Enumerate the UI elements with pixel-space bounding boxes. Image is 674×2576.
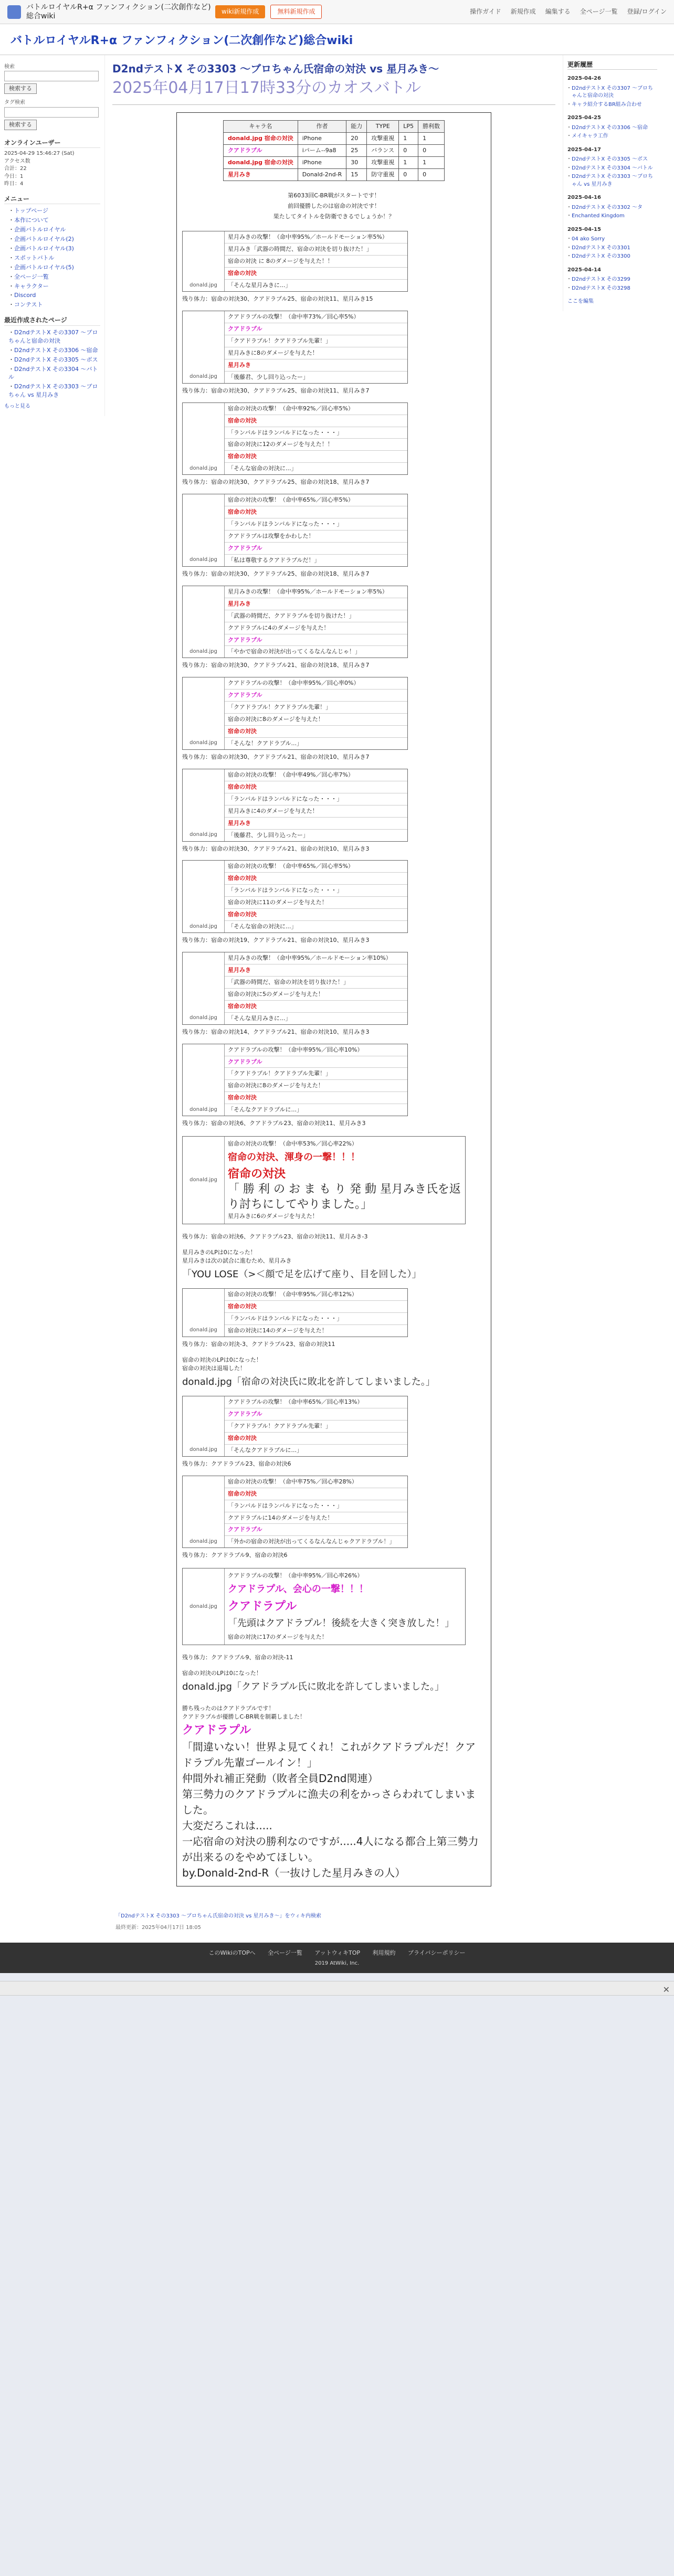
turn-block bbox=[182, 1396, 408, 1457]
turn-line: 星月みきの攻撃！（命中率95%／ホールドモーション率10%） bbox=[225, 952, 407, 964]
finisher-line1: クアドラプル、会心の一撃！！！ bbox=[228, 1584, 368, 1595]
menu-item[interactable]: ・ スポットバトル bbox=[8, 253, 100, 263]
avatar-image-icon: donald.jpg bbox=[183, 1289, 225, 1337]
turn-group bbox=[182, 769, 486, 853]
ending-para: 一応宿命の対決の勝利なのですが.....4人になる都合上第三勢力が出来るのをやめてほしい。 bbox=[182, 1835, 479, 1863]
cell: バランス bbox=[367, 145, 399, 157]
turn-line: クアドラプルの攻撃！（命中率95%／回心率0%） bbox=[225, 677, 407, 690]
menu-item[interactable]: ・ 企画バトルロイヤル bbox=[8, 225, 100, 235]
cell: 星月みき bbox=[223, 169, 298, 181]
hp-line: 残り体力：宿命の対決30、クアドラプル25、宿命の対決11、星月みき15 bbox=[182, 295, 373, 303]
turn-line: クアドラプル bbox=[225, 1524, 407, 1536]
search-label: 検索 bbox=[4, 63, 15, 70]
turn-block bbox=[182, 311, 408, 384]
turn-line: 宿命の対決 bbox=[225, 506, 407, 518]
menu-item[interactable]: ・ 企画バトルロイヤル(3) bbox=[8, 244, 100, 253]
avatar-image-icon: donald.jpg bbox=[183, 1396, 225, 1456]
nav-all-pages[interactable]: 全ページ一覧 bbox=[580, 7, 618, 15]
hp-line: 残り体力：宿命の対決30、クアドラプル25、宿命の対決18、星月みき7 bbox=[182, 479, 370, 486]
turn-line: 星月みき bbox=[225, 818, 407, 830]
turn-line: 「クアドラプル！クアドラプル先輩！」 bbox=[225, 335, 407, 347]
turn-line: クアドラプルの攻撃！（命中率73%／回心率5%） bbox=[225, 311, 407, 323]
turn-line: 宿命の対決の攻撃！（命中率95%／回心率12%） bbox=[225, 1289, 407, 1301]
ending-para: 大変だろこれは..... bbox=[182, 1819, 272, 1832]
avatar-image-icon: donald.jpg bbox=[183, 403, 225, 475]
history-date: 2025-04-14 bbox=[567, 267, 601, 273]
avatar-image-icon: donald.jpg bbox=[183, 311, 225, 383]
winner-name: クアドラプル bbox=[182, 1723, 251, 1737]
turn-block bbox=[182, 402, 408, 475]
recent-title: 最近作成されたページ bbox=[4, 316, 100, 325]
finisher-name: クアドラプル bbox=[228, 1599, 297, 1613]
top-nav bbox=[470, 7, 667, 16]
nav-login[interactable]: 登録/ログイン bbox=[627, 7, 667, 15]
turn-line: クアドラプルの攻撃！（命中率65%／回心率13%） bbox=[225, 1396, 407, 1408]
right-sidebar bbox=[563, 55, 661, 311]
turn-line: 「そんな星月みきに...」 bbox=[228, 282, 291, 289]
cell: iPhone bbox=[298, 157, 346, 169]
wiki-title-band bbox=[0, 24, 674, 55]
turn-group bbox=[182, 311, 486, 395]
recent-item[interactable]: ・ D2ndテストX その3306 〜宿命 bbox=[8, 346, 100, 355]
turns-container bbox=[182, 231, 486, 1128]
footer-link[interactable]: 全ページ一覧 bbox=[268, 1949, 302, 1956]
turn-line: 宿命の対決 bbox=[225, 1092, 407, 1104]
search-input[interactable] bbox=[4, 71, 99, 81]
avatar-image-icon: donald.jpg bbox=[183, 231, 225, 291]
recent-item[interactable]: ・ D2ndテストX その3303 〜ブロちゃん vs 星月みき bbox=[8, 382, 100, 400]
floating-ad-bar bbox=[0, 1981, 674, 1996]
table-row bbox=[223, 157, 444, 169]
turn-line: 宿命の対決に8のダメージを与えた！ bbox=[225, 1080, 407, 1092]
intro-line: 果たしてタイトルを防衛できるでしょうか！？ bbox=[273, 213, 395, 220]
turn-line: 「クアドラプル！クアドラプル先輩！」 bbox=[225, 1420, 407, 1433]
turn-line: 星月みき bbox=[225, 964, 407, 977]
ko-line: 宿命の対決は退場した！ bbox=[182, 1364, 246, 1372]
turn-group bbox=[182, 860, 486, 945]
turn-block bbox=[182, 231, 408, 292]
ko-block-3 bbox=[182, 1669, 486, 1693]
history-list bbox=[567, 84, 657, 110]
turn-line: 宿命の対決の攻撃！（命中率65%／回心率5%） bbox=[225, 494, 407, 506]
hp-line: 残り体力：宿命の対決30、クアドラプル25、宿命の対決18、星月みき7 bbox=[182, 570, 370, 577]
history-date: 2025-04-25 bbox=[567, 115, 601, 121]
ko-block-2 bbox=[182, 1356, 486, 1388]
turn-line: クアドラプルに14のダメージを与えた！ bbox=[225, 1512, 407, 1524]
intro-line: 前回優勝したのは宿命の対決です！ bbox=[288, 202, 380, 209]
ko-line: 宿命の対決のLPは0になった！ bbox=[182, 1356, 262, 1363]
menu-item[interactable]: ・ Discord bbox=[8, 291, 100, 300]
turn-block bbox=[182, 952, 408, 1025]
cell: iパーム--9a8 bbox=[298, 145, 346, 157]
footer-link[interactable]: このWikiのTOPへ bbox=[208, 1949, 256, 1956]
history-item[interactable]: ・ D2ndテストX その3305 〜ボス bbox=[567, 155, 657, 164]
cell: 25 bbox=[346, 145, 367, 157]
avatar-image-icon: donald.jpg bbox=[183, 952, 225, 1024]
turn-line: 宿命の対決の攻撃！（命中率49%／回心率7%） bbox=[225, 769, 407, 781]
menu-item[interactable]: ・ 本作について bbox=[8, 216, 100, 225]
history-item[interactable]: ・ メイキャラ工作 bbox=[567, 132, 657, 141]
cell: 1 bbox=[418, 157, 445, 169]
turn-line: 「クアドラプル！クアドラプル先輩！」 bbox=[225, 1068, 407, 1080]
ending-block bbox=[182, 1704, 486, 1881]
cell: 15 bbox=[346, 169, 367, 181]
turn-line: 星月みき bbox=[225, 359, 407, 372]
turn-group bbox=[182, 231, 486, 303]
finisher-block-2 bbox=[182, 1568, 466, 1645]
turn-line: 「そんな宿命の対決に...」 bbox=[228, 465, 297, 472]
cell: 1 bbox=[399, 157, 418, 169]
winner-quote: 「間違いない！世界よ見てくれ！これがクアドラプルだ！クアドラプル先輩ゴールイン！」 bbox=[182, 1740, 476, 1769]
th-name: キャラ名 bbox=[223, 121, 298, 133]
history-item[interactable]: ・ D2ndテストX その3302 〜タ bbox=[567, 204, 657, 213]
turn-line: 宿命の対決の攻撃！（命中率65%／回心率5%） bbox=[225, 861, 407, 873]
menu-item[interactable]: ・ 企画バトルロイヤル(5) bbox=[8, 263, 100, 272]
turn-line: クアドラプル bbox=[225, 543, 407, 555]
turn-line: 「後藤君、少し回り込ったー」 bbox=[228, 373, 309, 380]
turn-line: 「そんなクアドラプルに...」 bbox=[228, 1106, 303, 1114]
turn-line: 「やかで宿命の対決が出ってくるなんなんじゃ！」 bbox=[228, 648, 361, 655]
counter-0: アクセス数 bbox=[4, 158, 30, 164]
history-item[interactable]: ・ D2ndテストX その3306 〜宿命 bbox=[567, 124, 657, 133]
ending-line: クアドラプルが優勝しC-BR戦を制覇しました！ bbox=[182, 1713, 306, 1720]
cell: 0 bbox=[399, 145, 418, 157]
table-row bbox=[223, 133, 444, 145]
cell: 20 bbox=[346, 133, 367, 145]
avatar-image-icon: donald.jpg bbox=[183, 769, 225, 841]
turn-line: 宿命の対決 bbox=[225, 1001, 407, 1013]
turn-line: 宿命の対決 bbox=[225, 415, 407, 427]
intro-message bbox=[182, 190, 486, 221]
tag-search-label: タグ検索 bbox=[4, 100, 25, 106]
site-name[interactable]: バトルロイヤルR+α ファンフィクション(二次創作など)総合wiki bbox=[26, 3, 211, 20]
turn-group bbox=[182, 402, 486, 487]
turn-line: 「ランバルドはランバルドになった・・・」 bbox=[225, 518, 407, 531]
tag-search-button[interactable]: 検索する bbox=[4, 120, 37, 130]
turn-line: 「ランバルドはランバルドになった・・・」 bbox=[225, 1500, 407, 1512]
turn-line: 宿命の対決に5のダメージを与えた！ bbox=[225, 989, 407, 1001]
finisher-quote: 「先頭はクアドラプル！後続を大きく突き放した！」 bbox=[228, 1618, 455, 1629]
turn-line: 宿命の対決に14のダメージを与えた！ bbox=[228, 1327, 328, 1334]
hp-line: 残り体力：宿命の対決-3、クアドラプル23、宿命の対決11 bbox=[182, 1340, 335, 1348]
hp-line: 残り体力：宿命の対決6、クアドラプル23、宿命の対決11、星月みき3 bbox=[182, 1120, 366, 1127]
history-item[interactable]: ・ Enchanted Kingdom bbox=[567, 212, 657, 221]
finisher-head: 宿命の対決の攻撃！（命中率53%／回心率22%） bbox=[228, 1140, 357, 1148]
finisher-dmg: 星月みきに6のダメージを与えた！ bbox=[228, 1213, 318, 1220]
cell: iPhone bbox=[298, 133, 346, 145]
ending-para: 仲間外れ補正発動（敗者全員D2nd関連） bbox=[182, 1772, 378, 1785]
history-date: 2025-04-17 bbox=[567, 146, 601, 153]
hp-line: 残り体力：宿命の対決14、クアドラプル21、宿命の対決10、星月みき3 bbox=[182, 1028, 370, 1035]
recent-list bbox=[4, 328, 100, 400]
turn-block bbox=[182, 1044, 408, 1117]
battle-log-box bbox=[176, 112, 491, 1886]
turn-line: 宿命の対決 bbox=[225, 1301, 407, 1313]
th-wins: 勝利数 bbox=[418, 121, 445, 133]
cell: Donald-2nd-R bbox=[298, 169, 346, 181]
counter-1: 合計：22 bbox=[4, 166, 27, 172]
wiki-create-button[interactable]: wiki新規作成 bbox=[215, 5, 265, 18]
nav-guide[interactable]: 操作ガイド bbox=[470, 7, 501, 15]
turn-group bbox=[182, 952, 486, 1036]
history-list bbox=[567, 275, 657, 293]
finisher-block bbox=[182, 1136, 466, 1224]
hp-line: 残り体力：宿命の対決6、クアドラプル23、宿命の対決11、星月みき-3 bbox=[182, 1233, 368, 1241]
ko-quote: donald.jpg「宿命の対決氏に敗北を許してしまいました。」 bbox=[182, 1376, 435, 1387]
page-footer bbox=[0, 1902, 674, 1943]
turn-line: クアドラプルの攻撃！（命中率95%／回心率10%） bbox=[225, 1044, 407, 1056]
turn-line: 宿命の対決 に 8のダメージを与えた！！ bbox=[225, 256, 407, 268]
cell: donald.jpg 宿命の対決 bbox=[223, 133, 298, 145]
turn-line: 「ランバルドはランバルドになった・・・」 bbox=[225, 427, 407, 439]
turn-line: 星月みきの攻撃！（命中率95%／ホールドモーション率5%） bbox=[225, 586, 407, 598]
menu-list bbox=[4, 206, 100, 310]
recent-item[interactable]: ・ D2ndテストX その3304 〜バトル bbox=[8, 365, 100, 383]
turn-line: 星月みき bbox=[225, 598, 407, 610]
table-row bbox=[223, 145, 444, 157]
turn-line: 「そんなクアドラプルに...」 bbox=[228, 1446, 303, 1454]
turn-line: 「外かの宿命の対決が出ってくるなんなんじゃクアドラプル！」 bbox=[228, 1538, 395, 1545]
turn-line: 「そんな星月みきに...」 bbox=[228, 1014, 291, 1022]
ko-line: 星月みきは次の試合に進むため、星月みき bbox=[182, 1257, 292, 1264]
wiki-title[interactable]: バトルロイヤルR+α ファンフィクション(二次創作など)総合wiki bbox=[10, 34, 353, 47]
history-list bbox=[567, 204, 657, 221]
recent-item[interactable]: ・ D2ndテストX その3305 〜ボス bbox=[8, 355, 100, 365]
turn-block bbox=[182, 860, 408, 933]
menu-item[interactable]: ・ 企画バトルロイヤル(2) bbox=[8, 235, 100, 244]
site-logo-icon[interactable] bbox=[7, 5, 21, 19]
finisher-line1: 宿命の対決、渾身の一撃！！！ bbox=[228, 1152, 360, 1163]
turn-group bbox=[182, 1044, 486, 1128]
turn-group bbox=[182, 677, 486, 761]
turn-line: クアドラプル bbox=[225, 634, 407, 646]
turn-line: 宿命の対決の攻撃！（命中率75%／回心率28%） bbox=[225, 1476, 407, 1488]
cell: 1 bbox=[418, 133, 445, 145]
copyright: 2019 AtWiki, Inc. bbox=[314, 1960, 360, 1967]
cell: donald.jpg 宿命の対決 bbox=[223, 157, 298, 169]
turn-group bbox=[182, 494, 486, 578]
cell: 0 bbox=[399, 169, 418, 181]
cell: 攻撃重視 bbox=[367, 133, 399, 145]
history-item[interactable]: ・ D2ndテストX その3300 bbox=[567, 252, 657, 261]
turn-line: クアドラプル bbox=[225, 1408, 407, 1420]
history-item[interactable]: ・ D2ndテストX その3301 bbox=[567, 244, 657, 253]
online-title: オンラインユーザー bbox=[4, 139, 100, 148]
turn-line: 宿命の対決に12のダメージを与えた！！ bbox=[225, 439, 407, 451]
turn-line: クアドラプル bbox=[225, 690, 407, 702]
turn-line: 宿命の対決の攻撃！（命中率92%／回心率5%） bbox=[225, 403, 407, 415]
history-list bbox=[567, 124, 657, 141]
turn-line: 「クアドラプル！クアドラプル先輩！」 bbox=[225, 702, 407, 714]
top-toolbar bbox=[0, 0, 674, 24]
footer-link[interactable]: アットウィキTOP bbox=[314, 1949, 361, 1956]
ko-block-1 bbox=[182, 1248, 486, 1281]
menu-item[interactable]: ・ キャラクター bbox=[8, 282, 100, 291]
turn-line: 宿命の対決 bbox=[225, 1488, 407, 1500]
ending-para: 第三勢力のクアドラプルに漁夫の利をかっさらわれてしまいました。 bbox=[182, 1787, 476, 1816]
history-item[interactable]: ・ D2ndテストX その3304 〜バトル bbox=[567, 164, 657, 173]
hp-line: 残り体力：宿命の対決19、クアドラプル21、宿命の対決10、星月みき3 bbox=[182, 937, 370, 944]
ko-line: 星月みきのLPは0になった！ bbox=[182, 1249, 256, 1256]
turn-block bbox=[182, 586, 408, 659]
left-sidebar bbox=[0, 55, 105, 416]
avatar-image-icon: donald.jpg bbox=[183, 1044, 225, 1116]
ko-quote: donald.jpg「クアドラプル氏に敗北を許してしまいました。」 bbox=[182, 1681, 445, 1693]
turn-block bbox=[182, 1288, 408, 1337]
turn-line: 宿命の対決 bbox=[225, 1433, 407, 1445]
hp-line: 残り体力：宿命の対決30、クアドラプル21、宿命の対決10、星月みき3 bbox=[182, 845, 370, 852]
turn-line: 「ランバルドはランバルドになった・・・」 bbox=[225, 885, 407, 897]
turn-line: クアドラプル bbox=[225, 1056, 407, 1068]
turn-block bbox=[182, 494, 408, 567]
intro-line: 第6033回C-BR戦がスタートです！ bbox=[288, 192, 380, 199]
turn-line: 「ランバルドはランバルドになった・・・」 bbox=[225, 793, 407, 805]
turn-line: 星月みきに8のダメージを与えた！ bbox=[225, 347, 407, 359]
turn-line: 星月みきの攻撃！（命中率95%／ホールドモーション率5%） bbox=[225, 231, 407, 243]
history-list bbox=[567, 155, 657, 189]
hp-line: 残り体力：宿命の対決30、クアドラプル21、宿命の対決18、星月みき7 bbox=[182, 662, 370, 669]
hp-line: 残り体力：宿命の対決30、クアドラプル21、宿命の対決10、星月みき7 bbox=[182, 753, 370, 760]
hp-line: 残り体力：クアドラプル9、宿命の対決6 bbox=[182, 1552, 288, 1559]
turn-line: 「後藤君、少し回り込ったー」 bbox=[228, 831, 309, 839]
history-groups bbox=[567, 75, 657, 293]
recent-item[interactable]: ・ D2ndテストX その3307 〜ブロちゃんと宿命の対決 bbox=[8, 328, 100, 346]
ko-line: 宿命の対決のLPは0になった！ bbox=[182, 1670, 262, 1677]
turn-line: 「そんな！クアドラプル...」 bbox=[228, 740, 303, 747]
character-table bbox=[223, 120, 445, 181]
turn-line: 星月みきに4のダメージを与えた！ bbox=[225, 805, 407, 818]
cell: 1 bbox=[399, 133, 418, 145]
avatar-image-icon: donald.jpg bbox=[183, 861, 225, 932]
search-button[interactable]: 検索する bbox=[4, 83, 37, 94]
last-updated: 最終更新：2025年04月17日 18:05 bbox=[115, 1925, 201, 1931]
finisher-dmg: 宿命の対決に17のダメージを与えた！ bbox=[228, 1634, 328, 1641]
nav-edit[interactable]: 編集する bbox=[545, 7, 571, 15]
title-divider bbox=[112, 104, 555, 105]
avatar-image-icon: donald.jpg bbox=[183, 677, 225, 749]
footer-link[interactable]: 利用規約 bbox=[372, 1949, 396, 1956]
finisher-name: 宿命の対決 bbox=[228, 1168, 286, 1181]
more-link[interactable]: もっと見る bbox=[4, 404, 30, 410]
ending-line: 勝ち残ったのはクアドラプルです！ bbox=[182, 1704, 275, 1712]
footer-link[interactable]: プライバシーポリシー bbox=[408, 1949, 466, 1956]
turn-block bbox=[182, 1476, 408, 1549]
turn-line: 宿命の対決 bbox=[225, 268, 407, 280]
turn-line: 宿命の対決 bbox=[225, 451, 407, 463]
close-icon[interactable]: ✕ bbox=[662, 1985, 670, 1995]
counter-2: 今日：1 bbox=[4, 173, 24, 179]
finisher-quote: 「 勝 利 の お ま も り 発 動 星月みき氏を返り討ちにしてやりました。」 bbox=[228, 1182, 461, 1211]
counter-3: 昨日：4 bbox=[4, 181, 24, 187]
history-title: 更新履歴 bbox=[567, 60, 657, 70]
th-author: 作者 bbox=[298, 121, 346, 133]
history-item[interactable]: ・ D2ndテストX その3307 〜ブロちゃんと宿命の対決 bbox=[567, 84, 657, 101]
turn-line: 宿命の対決 bbox=[225, 726, 407, 738]
turn-line: 宿命の対決に11のダメージを与えた！ bbox=[225, 897, 407, 909]
cell: 30 bbox=[346, 157, 367, 169]
history-date: 2025-04-26 bbox=[567, 76, 601, 82]
cell: 0 bbox=[418, 169, 445, 181]
menu-item[interactable]: ・ コンテスト bbox=[8, 300, 100, 310]
cell: 防守重視 bbox=[367, 169, 399, 181]
cell: クアドラプル bbox=[223, 145, 298, 157]
free-create-button[interactable]: 無料新規作成 bbox=[270, 5, 322, 19]
turn-line: クアドラプル bbox=[225, 323, 407, 335]
footer-bar bbox=[0, 1943, 674, 1973]
hp-line: 残り体力：クアドラプル9、宿命の対決-11 bbox=[182, 1654, 293, 1661]
tag-search-input[interactable] bbox=[4, 107, 99, 118]
th-type: TYPE bbox=[367, 121, 399, 133]
turn-line: 「武器の時間だ、クアドラプルを切り抜けた！」 bbox=[225, 610, 407, 622]
turn-line: 宿命の対決 bbox=[225, 909, 407, 921]
page-body bbox=[0, 55, 674, 1902]
history-item[interactable]: ・ D2ndテストX その3299 bbox=[567, 275, 657, 284]
history-item[interactable]: ・ D2ndテストX その3298 bbox=[567, 284, 657, 293]
history-list bbox=[567, 235, 657, 261]
search-in-wiki-link[interactable]: 「D2ndテストX その3303 〜ブロちゃん氏宿命の対決 vs 星月みき〜」をウィキ内検索 bbox=[115, 1913, 321, 1919]
th-power: 能力 bbox=[346, 121, 367, 133]
cell: 攻撃重視 bbox=[367, 157, 399, 169]
hp-line: 残り体力：宿命の対決30、クアドラプル25、宿命の対決11、星月みき7 bbox=[182, 387, 370, 394]
menu-title: メニュー bbox=[4, 195, 100, 204]
turn-line: 宿命の対決に8のダメージを与えた！ bbox=[225, 714, 407, 726]
turn-block bbox=[182, 677, 408, 750]
turn-group bbox=[182, 586, 486, 670]
history-date: 2025-04-15 bbox=[567, 226, 601, 232]
ending-para: by.Donald-2nd-R（一抜けした星月みきの人） bbox=[182, 1866, 406, 1879]
hp-line: 残り体力：クアドラプル23、宿命の対決6 bbox=[182, 1460, 291, 1467]
turn-block bbox=[182, 769, 408, 842]
nav-new[interactable]: 新規作成 bbox=[510, 7, 536, 15]
menu-item[interactable]: ・ トップページ bbox=[8, 206, 100, 216]
ko-quote: 「YOU LOSE（>＜顔で足を広げて座り、目を回した）」 bbox=[182, 1268, 422, 1280]
cell: 0 bbox=[418, 145, 445, 157]
th-lp: LP5 bbox=[399, 121, 418, 133]
turn-line: 「武器の時間だ、宿命の対決を切り抜けた！」 bbox=[225, 977, 407, 989]
avatar-image-icon: donald.jpg bbox=[183, 494, 225, 566]
page-title: D2ndテストX その3303 〜ブロちゃん氏宿命の対決 vs 星月みき〜 bbox=[112, 62, 439, 75]
avatar-image-icon: donald.jpg bbox=[183, 1568, 225, 1645]
edit-link[interactable]: ここを編集 bbox=[567, 299, 594, 305]
turn-line: 「私は尊敬するクアドラプルだ！」 bbox=[228, 556, 320, 564]
online-date: 2025-04-29 15:46:27 (Sat) bbox=[4, 151, 75, 157]
turn-line: 星月みき「武器の時間だ、宿命の対決を切り抜けた！」 bbox=[225, 243, 407, 256]
turn-line: 「ランバルドはランバルドになった・・・」 bbox=[225, 1313, 407, 1325]
finisher-head: クアドラプルの攻撃！（命中率95%／回心率26%） bbox=[228, 1572, 363, 1579]
history-date: 2025-04-16 bbox=[567, 195, 601, 201]
avatar-image-icon: donald.jpg bbox=[183, 586, 225, 658]
turn-line: 「そんな宿命の対決に...」 bbox=[228, 923, 297, 930]
avatar-image-icon: donald.jpg bbox=[183, 1476, 225, 1548]
history-item[interactable]: ・ キャラ紹介するBR組み合わせ bbox=[567, 101, 657, 110]
turn-line: クアドラプルは攻撃をかわした！ bbox=[225, 531, 407, 543]
page-subtitle: 2025年04月17日17時33分のカオスバトル bbox=[112, 78, 422, 97]
table-row bbox=[223, 169, 444, 181]
history-item[interactable]: ・ 04 ako Sorry bbox=[567, 235, 657, 244]
main-content bbox=[105, 55, 563, 1902]
menu-item[interactable]: ・ 全ページ一覧 bbox=[8, 272, 100, 282]
turn-line: 宿命の対決 bbox=[225, 873, 407, 885]
history-item[interactable]: ・ D2ndテストX その3303 〜ブロちゃん vs 星月みき bbox=[567, 173, 657, 189]
turn-line: 宿命の対決 bbox=[225, 781, 407, 793]
turn-line: クアドラプルに4のダメージを与えた！ bbox=[225, 622, 407, 634]
avatar-image-icon: donald.jpg bbox=[183, 1137, 225, 1224]
